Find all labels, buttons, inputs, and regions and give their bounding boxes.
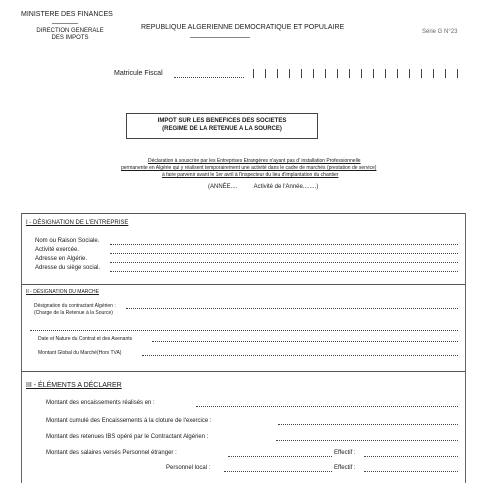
contractant-dots[interactable]	[126, 308, 458, 309]
frame-left	[21, 213, 22, 483]
effectif-etranger-dots[interactable]	[364, 456, 458, 457]
section-2-title: II - DÉSIGNATION DU MARCHE	[26, 289, 99, 295]
form-title-line-1: IMPOT SUR LES BENEFICES DES SOCIETES	[157, 118, 287, 124]
frame-top	[21, 213, 465, 214]
declaration-line-1: Déclaration à souscrire par les Entreprises Etrangères n'ayant pas d' installation Professionnelle	[148, 158, 361, 164]
effectif-local-label: Effectif :	[334, 465, 356, 471]
section-divider-1	[21, 284, 465, 285]
year-line: (ANNÉE.... Activité de l'Année........)	[208, 184, 319, 190]
field-raison-sociale: Nom ou Raison Sociale.	[35, 238, 100, 244]
contractant-line-2: (Charge de la Retenue à la Source)	[34, 310, 113, 316]
adresse-siege-dots[interactable]	[110, 271, 458, 272]
form-title-line-2: (REGIME DE LA RETENUE A LA SOURCE)	[162, 126, 282, 132]
field-adresse-siege: Adresse du siège social.	[35, 265, 101, 271]
retenues-ibs-dots[interactable]	[276, 440, 458, 441]
personnel-local-label: Personnel local :	[166, 465, 211, 471]
direction-line-1: DIRECTION GENERALE	[36, 28, 104, 34]
raison-sociale-dots[interactable]	[110, 244, 458, 245]
direction-line-2: DES IMPOTS	[51, 35, 89, 41]
field-activite: Activité exercée.	[35, 247, 80, 253]
retenues-ibs-label: Montant des retenues IBS opéré par le Contractant Algérien :	[46, 434, 209, 440]
declaration-line-3: à faire parvenir avant le 1er avril à l'inspecteur du lieu d'implantation du chantier	[162, 172, 339, 178]
date-nature-label: Date et Nature du Contrat et des Avenants	[38, 336, 133, 342]
matricule-label: Matricule Fiscal	[114, 70, 163, 77]
encaissements-label: Montant des encaissements réalisés en :	[46, 400, 155, 406]
ministry-name: MINISTERE DES FINANCES	[21, 11, 113, 18]
montant-global-dots[interactable]	[142, 355, 458, 356]
adresse-algerie-dots[interactable]	[110, 262, 458, 263]
republic-title: REPUBLIQUE ALGERIENNE DEMOCRATIQUE ET POPULAIRE	[141, 24, 345, 31]
matricule-dots	[174, 77, 244, 78]
encaissements-dots[interactable]	[196, 406, 458, 407]
matricule-cells[interactable]	[253, 69, 463, 78]
form-title-box	[126, 113, 318, 139]
montant-global-label: Montant Global du Marché(Hors TVA)	[38, 350, 122, 356]
declaration-line-2: permanente en Algérie qui y réalisent temporairement une activité dans le cadre de marchés (prestation de service)	[121, 165, 377, 171]
field-adresse-algerie: Adresse en Algérie.	[35, 256, 88, 262]
republic-divider	[190, 37, 250, 38]
effectif-etranger-label: Effectif :	[334, 450, 356, 456]
series-number: Série G N°23	[422, 29, 458, 35]
contractant-extra-dots[interactable]	[30, 330, 458, 331]
header-divider	[52, 23, 78, 24]
section-3-title: III - ÉLÉMENTS A DÉCLARER	[26, 382, 122, 389]
personnel-local-dots[interactable]	[224, 471, 332, 472]
cumul-encaissements-label: Montant cumulé des Encaissements à la cloture de l'exercice :	[46, 418, 212, 424]
section-1-title: I - DÉSIGNATION DE L'ENTREPRISE	[26, 220, 129, 226]
frame-right	[465, 213, 466, 483]
effectif-local-dots[interactable]	[364, 471, 458, 472]
date-nature-dots[interactable]	[152, 341, 458, 342]
section-divider-2	[21, 371, 465, 372]
activite-dots[interactable]	[110, 253, 458, 254]
cumul-encaissements-dots[interactable]	[278, 424, 458, 425]
salaires-etranger-label: Montant des salaires versés Personnel étranger :	[46, 450, 177, 456]
contractant-line-1: Désignation du contractant Algérien :	[34, 303, 116, 309]
salaires-etranger-dots[interactable]	[228, 456, 332, 457]
